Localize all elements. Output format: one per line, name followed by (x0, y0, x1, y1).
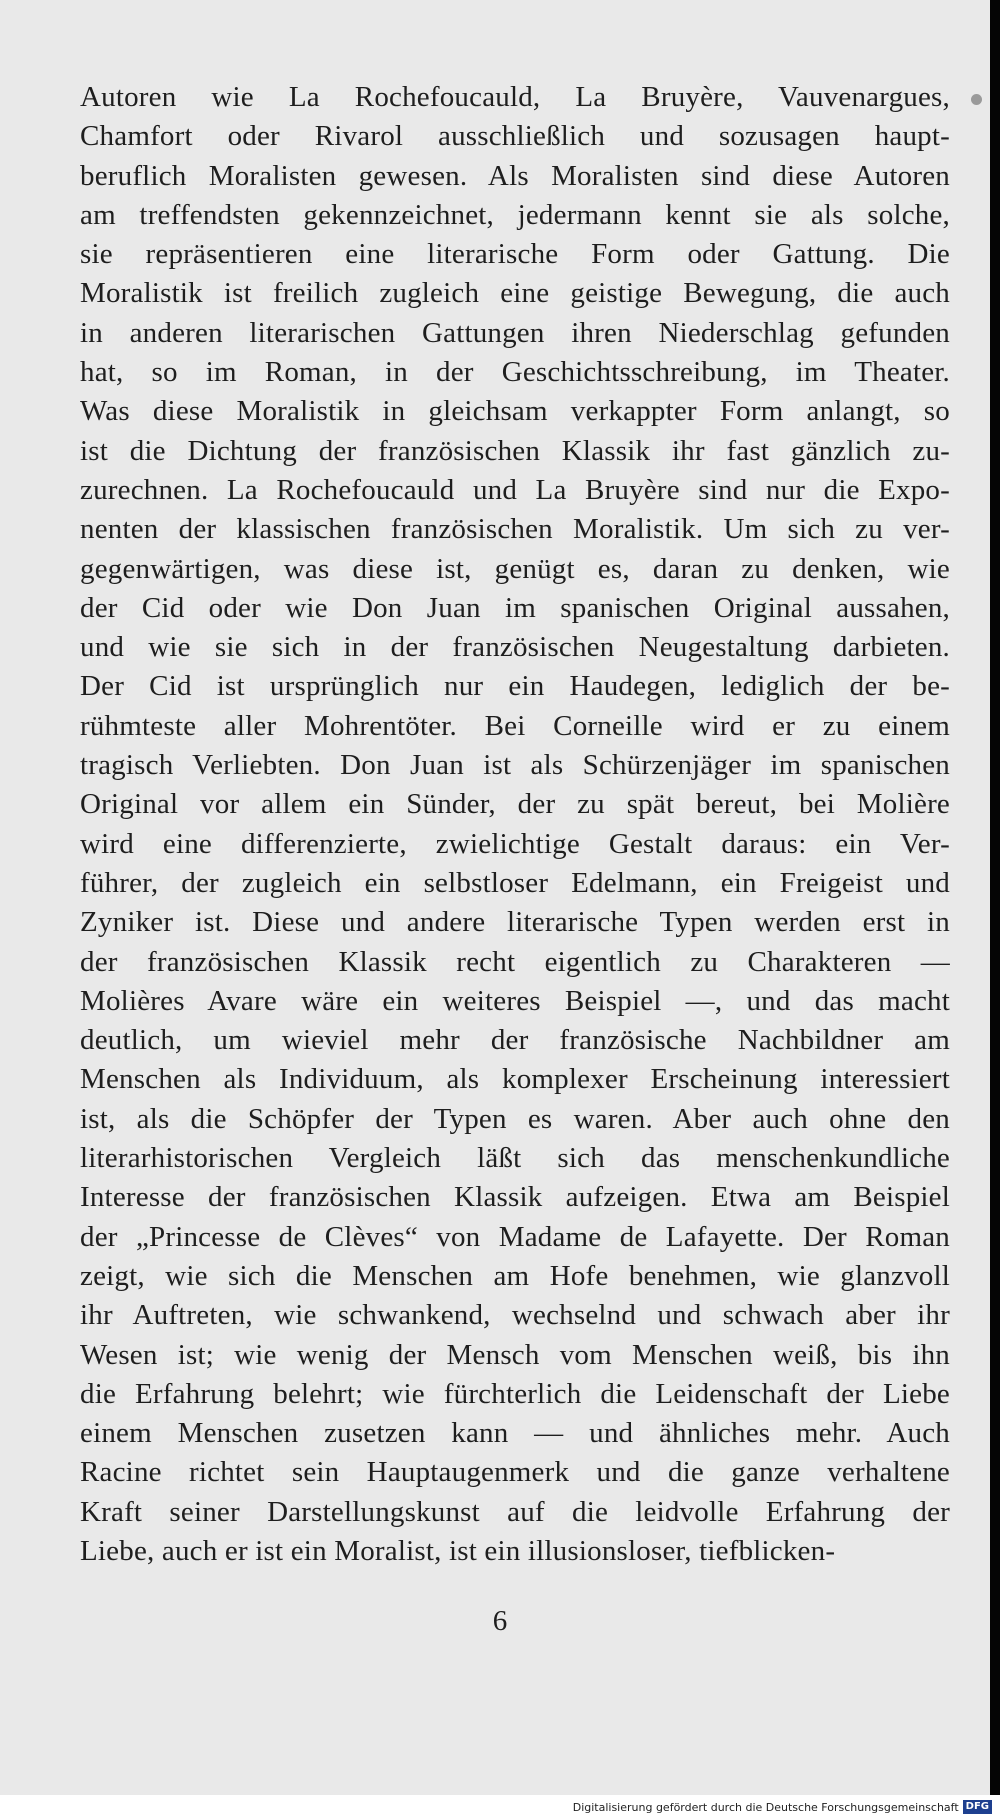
text-line: Molières Avare wäre ein weiteres Beispiel —, und das macht (80, 984, 950, 1017)
text-line: Liebe, auch er ist ein Moralist, ist ein illusionsloser, tiefblicken- (80, 1534, 836, 1567)
text-line: tragisch Verliebten. Don Juan ist als Schürzenjäger im spanischen (80, 749, 950, 782)
text-line: deutlich, um wieviel mehr der französische Nachbildner am (80, 1024, 950, 1057)
text-line: der Cid oder wie Don Juan im spanischen Original aussahen, (80, 591, 950, 624)
text-line: und wie sie sich in der französischen Neugestaltung darbieten. (80, 631, 950, 664)
text-line: der französischen Klassik recht eigentlich zu Charakteren — (80, 945, 950, 978)
dfg-logo: DFG (963, 1800, 992, 1814)
footer-text: Digitalisierung gefördert durch die Deutsche Forschungsgemeinschaft (572, 1800, 959, 1814)
text-line: beruflich Moralisten gewesen. Als Moralisten sind diese Autoren (80, 159, 950, 192)
text-line: Original vor allem ein Sünder, der zu spät bereut, bei Molière (80, 788, 950, 821)
text-line: Moralistik ist freilich zugleich eine geistige Bewegung, die auch (80, 277, 950, 310)
text-line: literarhistorischen Vergleich läßt sich das menschenkundliche (80, 1142, 950, 1175)
text-line: ist die Dichtung der französischen Klassik ihr fast gänzlich zu- (80, 434, 950, 467)
text-line: die Erfahrung belehrt; wie fürchterlich die Leidenschaft der Liebe (80, 1377, 950, 1410)
page-number: 6 (492, 1605, 508, 1637)
text-line: ist, als die Schöpfer der Typen es waren. Aber auch ohne den (80, 1102, 950, 1135)
text-line: einem Menschen zusetzen kann — und ähnliches mehr. Auch (80, 1417, 950, 1450)
text-line: Der Cid ist ursprünglich nur ein Haudegen, lediglich der be- (80, 670, 950, 703)
text-line: zeigt, wie sich die Menschen am Hofe benehmen, wie glanzvoll (80, 1259, 950, 1292)
text-line: Interesse der französischen Klassik aufzeigen. Etwa am Beispiel (80, 1181, 950, 1214)
text-line: ihr Auftreten, wie schwankend, wechselnd und schwach aber ihr (80, 1299, 950, 1332)
text-line: Autoren wie La Rochefoucauld, La Bruyère, Vauvenargues, (80, 81, 950, 113)
text-line: sie repräsentieren eine literarische Form oder Gattung. Die (80, 238, 950, 271)
text-line: der „Princesse de Clèves“ von Madame de Lafayette. Der Roman (80, 1220, 950, 1253)
text-line: Kraft seiner Darstellungskunst auf die leidvolle Erfahrung der (80, 1495, 950, 1528)
text-line: Chamfort oder Rivarol ausschließlich und sozusagen haupt- (80, 120, 950, 153)
body-text (80, 78, 950, 1571)
text-line: nenten der klassischen französischen Moralistik. Um sich zu ver- (80, 513, 950, 546)
text-line: Racine richtet sein Hauptaugenmerk und die ganze verhaltene (80, 1456, 950, 1489)
text-line: rühmteste aller Mohrentöter. Bei Corneille wird er zu einem (80, 709, 950, 742)
text-line: am treffendsten gekennzeichnet, jedermann kennt sie als solche, (80, 198, 950, 231)
text-line: zurechnen. La Rochefoucauld und La Bruyère sind nur die Expo- (80, 473, 950, 506)
text-line: in anderen literarischen Gattungen ihren Niederschlag gefunden (80, 316, 950, 349)
text-line: Was diese Moralistik in gleichsam verkappter Form anlangt, so (80, 395, 950, 428)
text-line: führer, der zugleich ein selbstloser Edelmann, ein Freigeist und (80, 866, 950, 899)
text-line: Menschen als Individuum, als komplexer Erscheinung interessiert (80, 1063, 950, 1096)
text-line: gegenwärtigen, was diese ist, genügt es, daran zu denken, wie (80, 552, 950, 585)
text-line: Zyniker ist. Diese und andere literarische Typen werden erst in (80, 906, 950, 939)
footer (573, 1799, 992, 1815)
margin-mark (971, 94, 982, 105)
scan-edge (990, 0, 1000, 1795)
text-line: Wesen ist; wie wenig der Mensch vom Menschen weiß, bis ihn (80, 1338, 950, 1371)
text-line: wird eine differenzierte, zwielichtige Gestalt daraus: ein Ver- (80, 827, 950, 860)
text-line: hat, so im Roman, in der Geschichtsschreibung, im Theater. (80, 356, 950, 389)
